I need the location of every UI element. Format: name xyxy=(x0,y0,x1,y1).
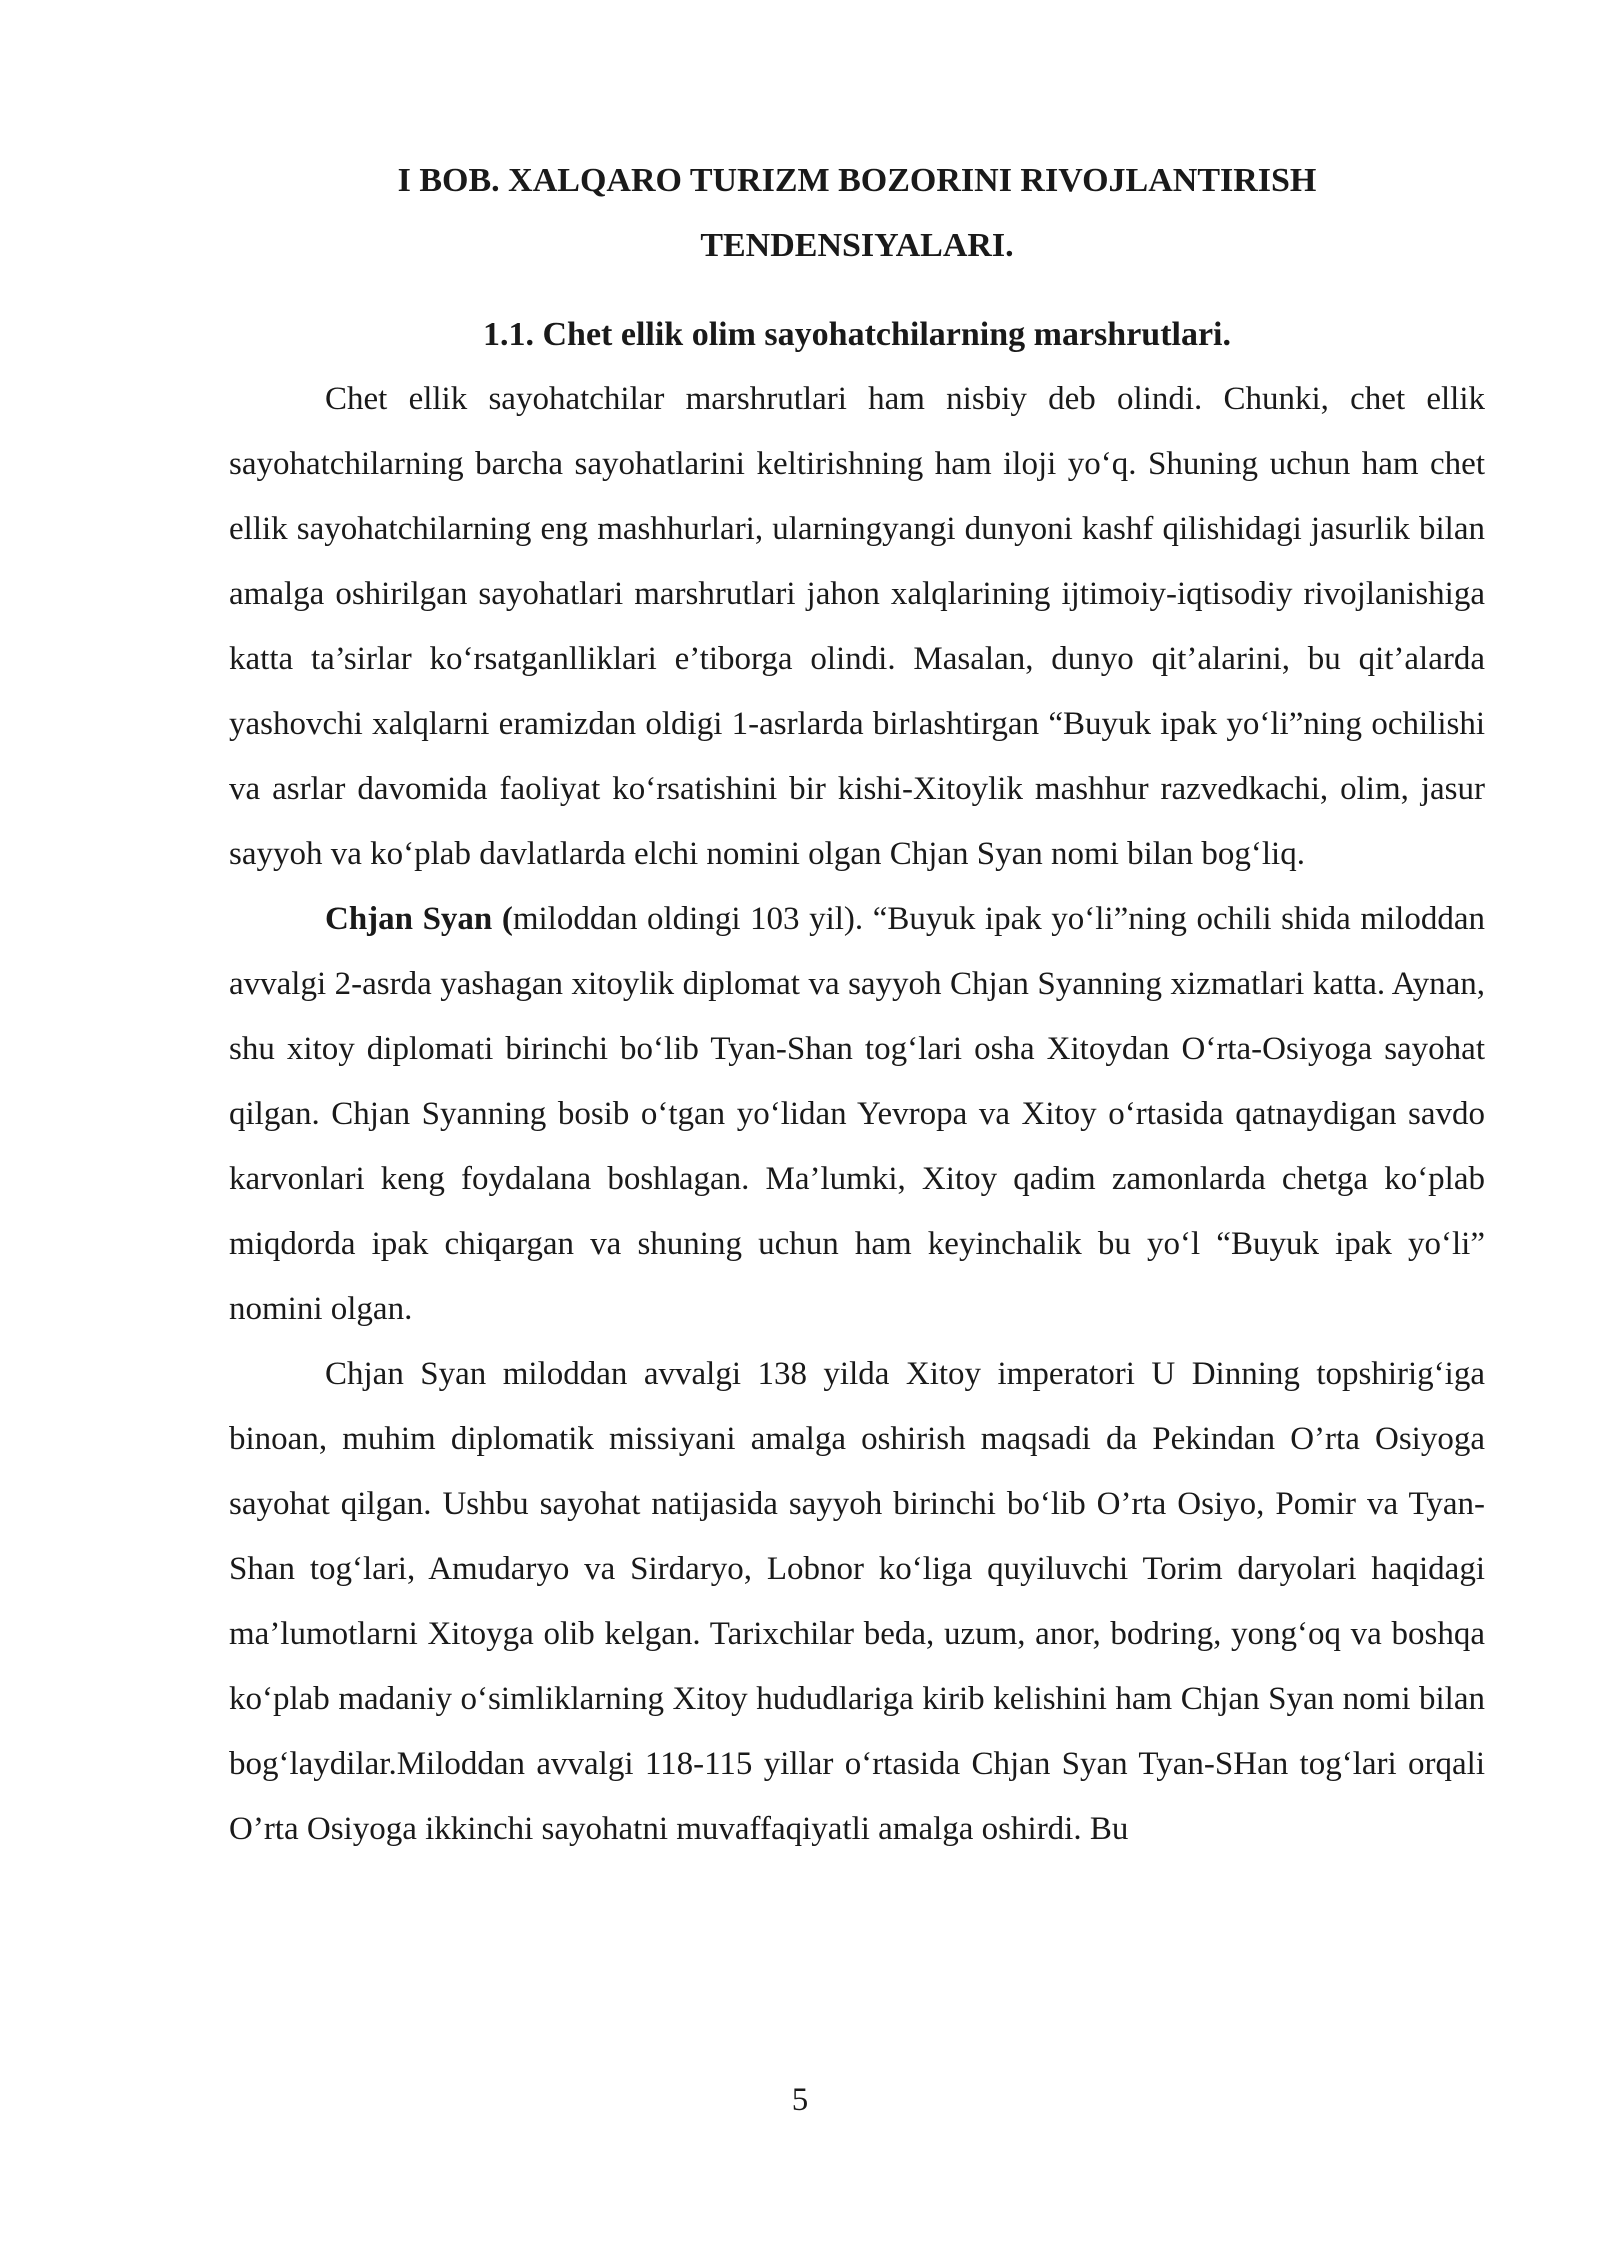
paragraph-2 xyxy=(229,887,1485,1342)
paragraph-1: Chet ellik sayohatchilar marshrutlari ham nisbiy deb olindi. Chunki, chet ellik sayohatchilarning barcha sayohatlarini keltirishning ham iloji yo‘q. Shuning uchun ham chet ellik sayohatchilarning eng mashhurlari, ularningyangi dunyoni kashf qilishidagi jasurlik bilan amalga oshirilgan sayohatlari marshrutlari jahon xalqlarining ijtimoiy-iqtisodiy rivojlanishiga katta ta’sirlar ko‘rsatganlliklari e’tiborga olindi. Masalan, dunyo qit’alarini, bu qit’alarda yashovchi xalqlarni eramizdan oldigi 1-asrlarda birlashtirgan “Buyuk ipak yo‘li”ning ochilishi va asrlar davomida faoliyat ko‘rsatishini bir kishi-Xitoylik mashhur razvedkachi, olim, jasur sayyoh va ko‘plab davlatlarda elchi nomini olgan Chjan Syan nomi bilan bog‘liq. xyxy=(229,381,1485,872)
paragraph-2-text: miloddan oldingi 103 yil). “Buyuk ipak yo‘li”ning ochili shida miloddan avvalgi 2-asrda yashagan xitoylik diplomat va sayyoh Chjan Syanning xizmatlari katta. Aynan, shu xitoy diplomati birinchi bo‘lib Tyan-Shan tog‘lari osha Xitoydan O‘rta-Osiyoga sayohat qilgan. Chjan Syanning bosib o‘tgan yo‘lidan Yevropa va Xitoy o‘rtasida qatnaydigan savdo karvonlari keng foydalana boshlagan. Ma’lumki, Xitoy qadim zamonlarda chetga ko‘plab miqdorda ipak chiqargan va shuning uchun ham keyinchalik bu yo‘l “Buyuk ipak yo‘li” nomini olgan. xyxy=(229,901,1485,1327)
chapter-title-line1: I BOB. XALQARO TURIZM BOZORINI RIVOJLANTIRISH xyxy=(397,162,1317,199)
chapter-title xyxy=(229,148,1485,278)
paragraph-2-lead: Chjan Syan ( xyxy=(325,901,513,937)
chapter-title-line2: TENDENSIYALARI. xyxy=(700,227,1014,264)
section-title: 1.1. Chet ellik olim sayohatchilarning marshrutlari. xyxy=(483,316,1231,353)
paragraph-3: Chjan Syan miloddan avvalgi 138 yilda Xitoy imperatori U Dinning topshirig‘iga binoan, muhim diplomatik missiyani amalga oshirish maqsadi da Pekindan O’rta Osiyoga sayohat qilgan. Ushbu sayohat natijasida sayyoh birinchi bo‘lib O’rta Osiyo, Pomir va Tyan-Shan tog‘lari, Amudaryo va Sirdaryo, Lobnor ko‘liga quyiluvchi Torim daryolari haqidagi ma’lumotlarni Xitoyga olib kelgan. Tarixchilar beda, uzum, anor, bodring, yong‘oq va boshqa ko‘plab madaniy o‘simliklarning Xitoy hududlariga kirib kelishini ham Chjan Syan nomi bilan bog‘laydilar.Miloddan avvalgi 118-115 yillar o‘rtasida Chjan Syan Tyan-SHan tog‘lari orqali O’rta Osiyoga ikkinchi sayohatni muvaffaqiyatli amalga oshirdi. Bu xyxy=(229,1356,1485,1847)
page-number: 5 xyxy=(791,2082,809,2118)
page-content xyxy=(229,148,1485,1862)
